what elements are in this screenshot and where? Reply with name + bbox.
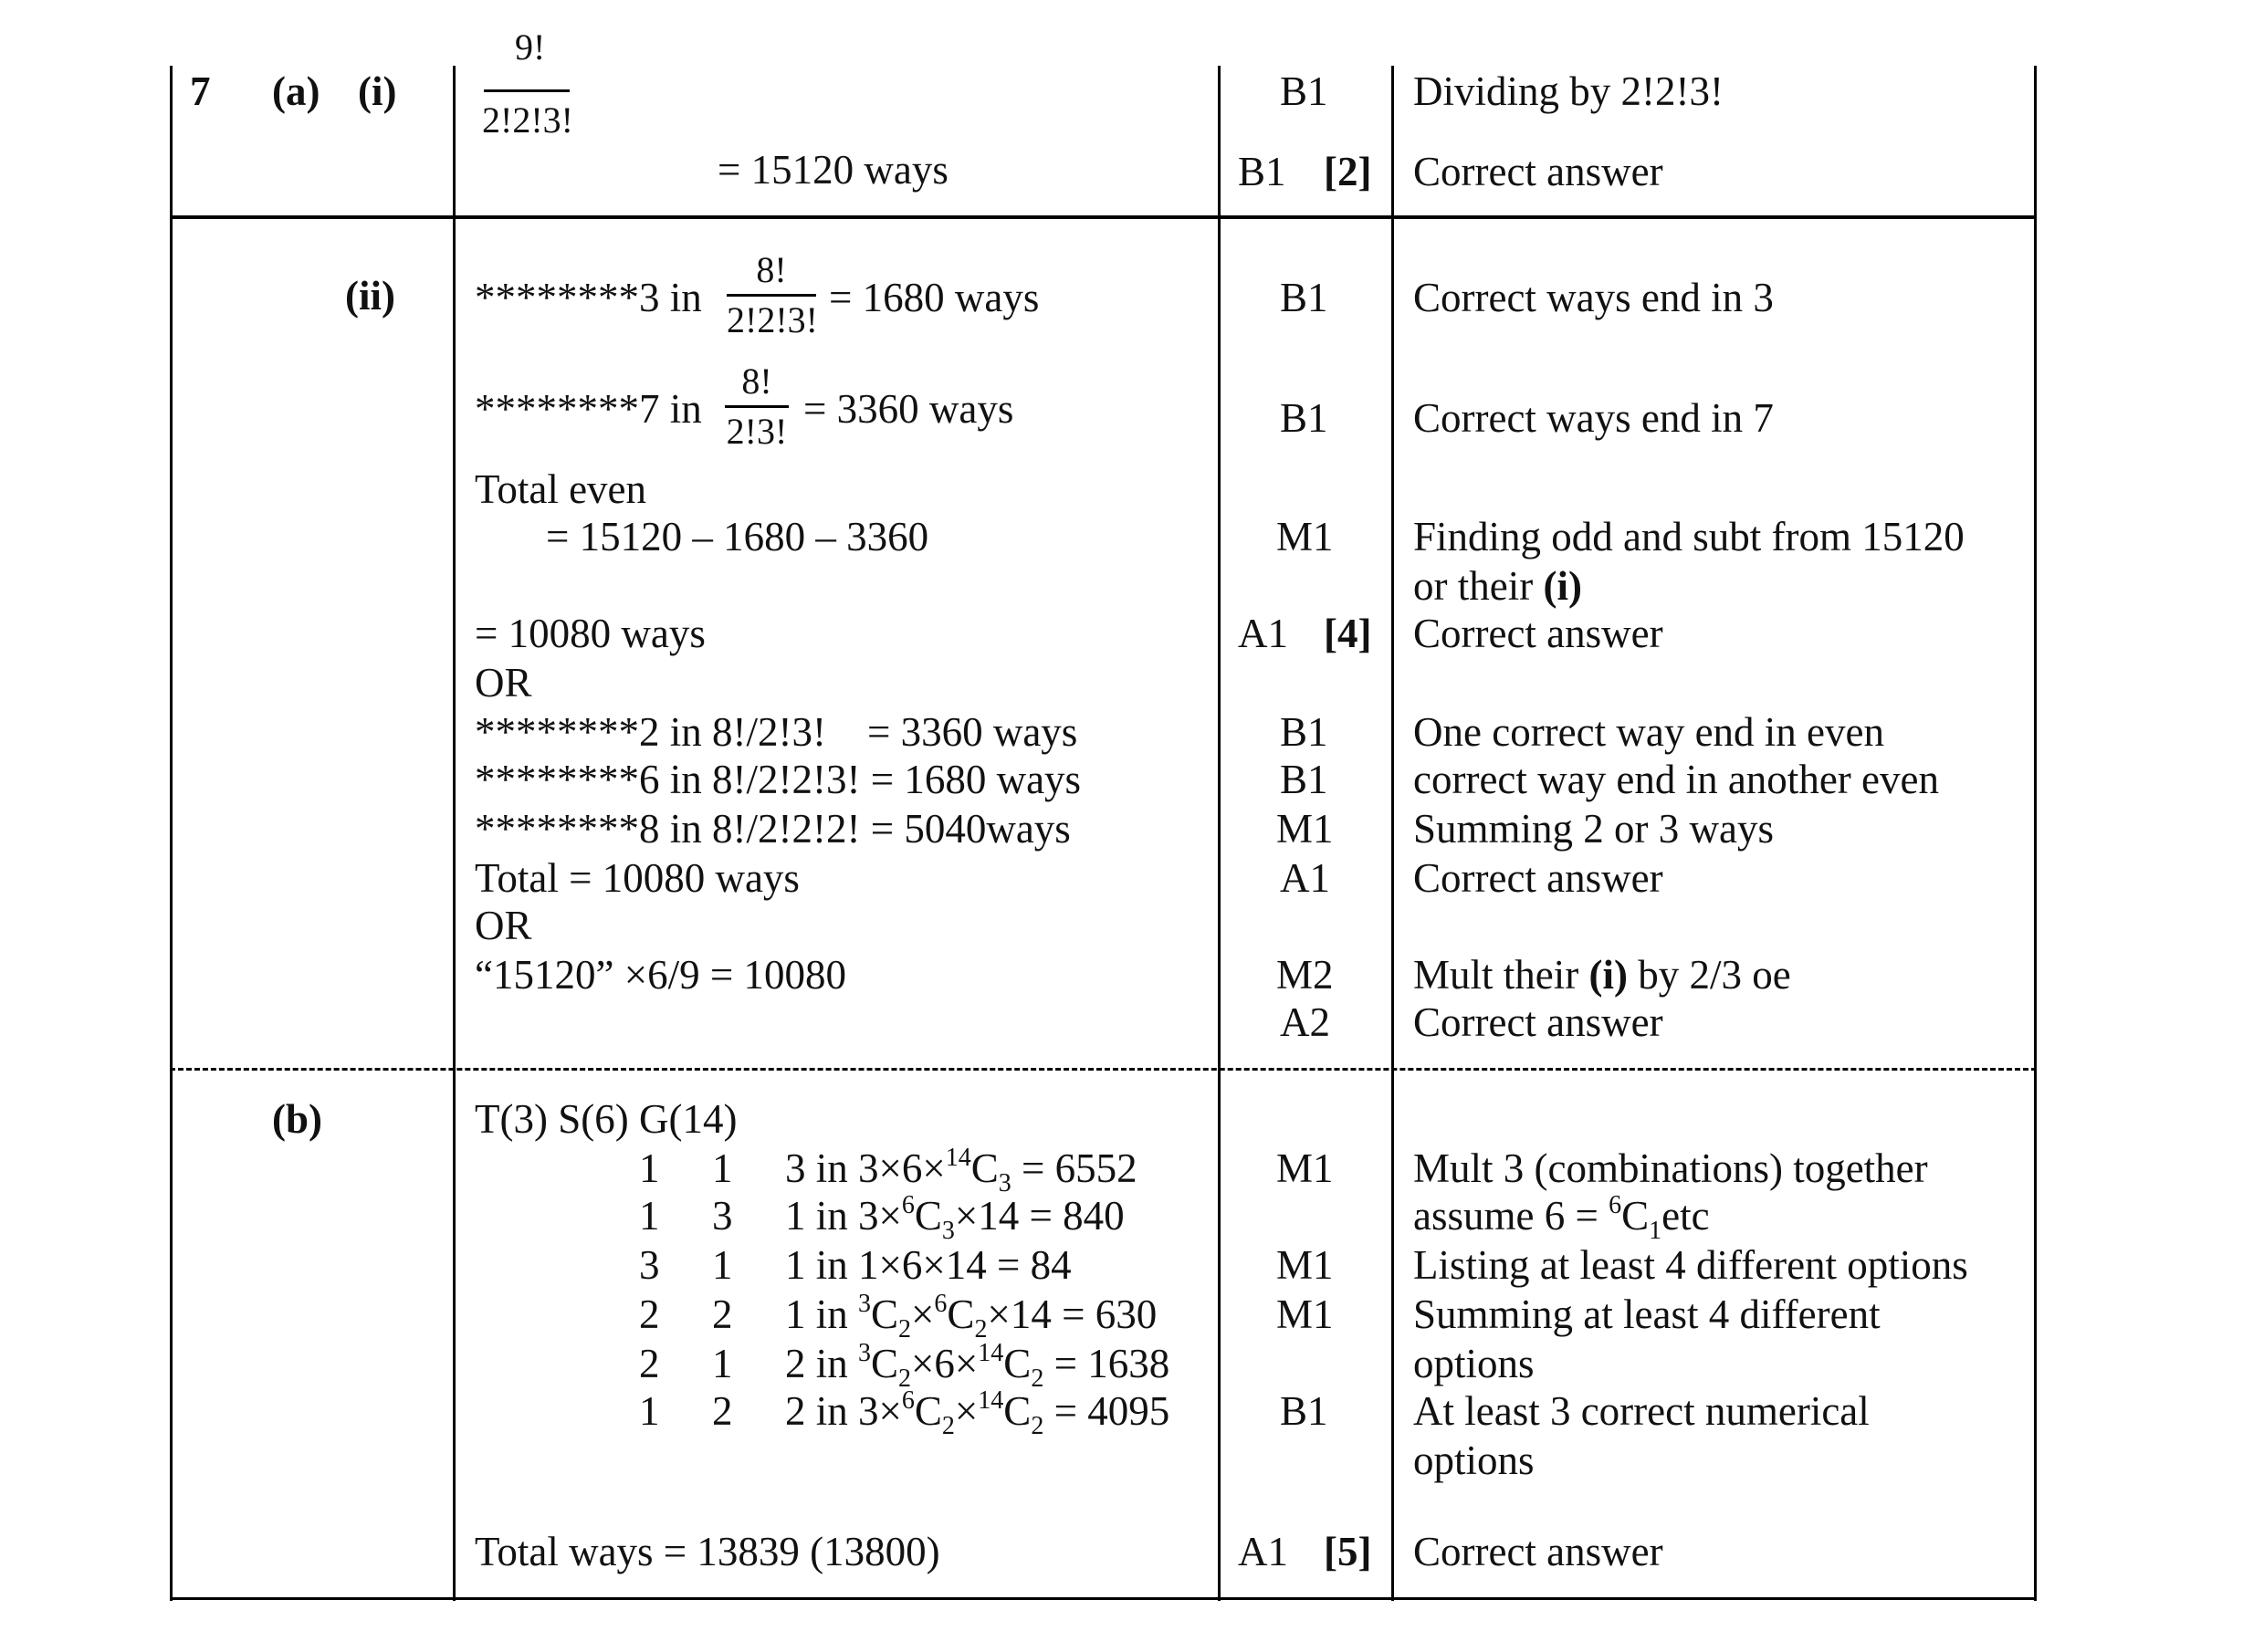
b-mark-5: A1 (1238, 1529, 1288, 1574)
a-ii-total-even: Total even (475, 466, 647, 512)
a-ii-mark-10: A2 (1280, 999, 1330, 1045)
a-ii-comment-9-post: by 2/3 oe (1627, 952, 1791, 998)
a-ii-mark-9: M2 (1276, 952, 1334, 998)
a-i-denominator: 2!2!3! (482, 99, 573, 141)
b-option-s-count: 1 (712, 1242, 733, 1288)
b-option-s-count: 2 (712, 1388, 733, 1434)
b-comment-1b-sub: 1 (1649, 1217, 1662, 1245)
b-comment-4a: At least 3 correct numerical (1413, 1388, 1870, 1434)
sub-i-label: (i) (358, 68, 397, 114)
a-ii-comment-10: Correct answer (1413, 999, 1663, 1045)
a-ii-mark-7: M1 (1276, 806, 1334, 852)
b-calc-combination: C (914, 1388, 942, 1434)
a-ii-mark-8: A1 (1280, 855, 1330, 901)
b-option-t-count: 1 (639, 1145, 660, 1191)
b-calc-superscript: 6 (901, 1386, 915, 1415)
b-calc-subscript: 3 (941, 1217, 955, 1245)
b-option-t-count: 3 (639, 1242, 660, 1288)
a-ii-comment-7: Summing 2 or 3 ways (1413, 806, 1775, 852)
a-ii-comment-2: Correct ways end in 7 (1413, 395, 1774, 441)
a-i-comment-1: Dividing by 2!2!3! (1413, 68, 1724, 114)
b-option-s-count: 1 (712, 1341, 733, 1386)
a-ii-comment-3b (1413, 563, 1582, 609)
b-calc-combination: C (871, 1341, 899, 1386)
a-ii-mark-2: B1 (1280, 395, 1328, 441)
b-comment-5: Correct answer (1413, 1529, 1663, 1574)
b-calc-text: × (911, 1291, 935, 1337)
b-option-calculation (785, 1191, 1125, 1245)
b-calc-combination: C (914, 1193, 942, 1239)
b-calc-superscript: 14 (945, 1144, 971, 1172)
table-left-border (170, 66, 173, 1601)
question-number: 7 (190, 68, 211, 114)
b-option-s-count: 3 (712, 1193, 733, 1239)
b-calc-superscript: 3 (858, 1339, 872, 1367)
a-ii-alt-total: Total = 10080 ways (475, 855, 800, 901)
a-ii-mark-1: B1 (1280, 275, 1328, 320)
a-ii-alt-mult: “15120” ×6/9 = 10080 (475, 952, 846, 998)
b-calc-superscript: 6 (901, 1191, 915, 1219)
a-i-mark-2: B1 (1238, 149, 1286, 194)
b-calc-text: 1 in (785, 1291, 859, 1337)
b-mark-3: M1 (1276, 1291, 1334, 1337)
b-calc-subscript: 2 (941, 1412, 955, 1440)
b-calc-text: 1 in 3× (785, 1193, 902, 1239)
b-calc-superscript: 14 (978, 1386, 1004, 1415)
b-comment-1b (1413, 1191, 1710, 1245)
b-calc-combination: C (1003, 1388, 1032, 1434)
b-calc-subscript: 2 (898, 1364, 912, 1393)
a-ii-mark-6: B1 (1280, 757, 1328, 802)
column-divider-comments (1391, 66, 1394, 1601)
a-i-comment-2: Correct answer (1413, 149, 1663, 194)
a-ii-fraction-1-num: 8! (756, 249, 787, 290)
b-calc-superscript: 14 (978, 1339, 1004, 1367)
a-ii-comment-9 (1413, 952, 1791, 998)
a-ii-comment-1: Correct ways end in 3 (1413, 275, 1774, 320)
row-divider-solid (170, 215, 2037, 219)
b-mark-1: M1 (1276, 1145, 1334, 1191)
a-ii-line1-prefix: ********3 in (475, 275, 702, 320)
a-ii-comment-3a: Finding odd and subt from 15120 (1413, 514, 1965, 559)
b-calc-text: = 4095 (1043, 1388, 1170, 1434)
b-calc-combination: C (970, 1145, 999, 1191)
a-ii-alt-1: ********2 in 8!/2!3! = 3360 ways (475, 709, 1078, 755)
b-comment-3b: options (1413, 1341, 1535, 1386)
a-i-fraction-bar (484, 89, 570, 92)
sub-ii-label: (ii) (345, 273, 395, 319)
b-calc-text: 2 in (785, 1341, 859, 1386)
a-ii-comment-9-pre: Mult their (1413, 952, 1589, 998)
b-mark-4: B1 (1280, 1388, 1328, 1434)
a-ii-comment-5: One correct way end in even (1413, 709, 1885, 755)
a-i-mark-1: B1 (1280, 68, 1328, 114)
a-ii-mark-4: A1 (1238, 611, 1288, 656)
b-calc-combination: C (1003, 1341, 1032, 1386)
a-ii-fraction-2 (725, 363, 789, 450)
b-calc-superscript: 6 (934, 1290, 948, 1318)
row-divider-dashed (170, 1068, 2037, 1071)
b-calc-combination: C (871, 1291, 899, 1337)
b-comment-1b-sup: 6 (1609, 1191, 1622, 1219)
table-bottom-border (170, 1597, 2037, 1600)
b-option-calculation (785, 1386, 1170, 1440)
column-divider-marks (1218, 66, 1221, 1601)
b-calc-text: = 6552 (1011, 1145, 1137, 1191)
b-calc-subscript: 2 (974, 1315, 988, 1344)
a-ii-result: = 10080 ways (475, 611, 706, 656)
a-ii-comment-4: Correct answer (1413, 611, 1663, 656)
b-calc-subscript: 2 (898, 1315, 912, 1344)
b-option-t-count: 1 (639, 1193, 660, 1239)
b-total: Total ways = 13839 (13800) (475, 1529, 940, 1574)
b-calc-text: ×14 = 840 (954, 1193, 1125, 1239)
a-ii-fraction-2-num: 8! (741, 361, 772, 402)
b-calc-subscript: 2 (1031, 1364, 1044, 1393)
column-divider-working (453, 66, 456, 1601)
b-header: T(3) S(6) G(14) (475, 1096, 738, 1142)
b-calc-subscript: 3 (998, 1169, 1011, 1197)
part-b-label: (b) (272, 1096, 322, 1142)
a-ii-comment-8: Correct answer (1413, 855, 1663, 901)
b-option-s-count: 1 (712, 1145, 733, 1191)
b-option-t-count: 2 (639, 1291, 660, 1337)
a-ii-subtraction: = 15120 – 1680 – 3360 (546, 514, 929, 559)
b-total-marks: [5] (1324, 1529, 1372, 1574)
a-ii-line2-prefix: ********7 in (475, 386, 702, 432)
a-ii-line1-suffix: = 1680 ways (829, 275, 1040, 320)
a-i-total-marks: [2] (1324, 149, 1372, 194)
b-option-calculation (785, 1339, 1170, 1393)
b-comment-1b-post: etc (1661, 1193, 1710, 1239)
b-comment-3a: Summing at least 4 different (1413, 1291, 1881, 1337)
a-ii-line2-suffix: = 3360 ways (803, 386, 1014, 432)
b-option-calculation (785, 1144, 1137, 1197)
b-comment-1b-mid: C (1621, 1193, 1650, 1239)
a-ii-fraction-1-den: 2!2!3! (727, 299, 818, 340)
a-ii-mark-3: M1 (1276, 514, 1334, 559)
b-mark-2: M1 (1276, 1242, 1334, 1288)
a-ii-comment-3b-text: or their (1413, 563, 1544, 609)
b-option-s-count: 2 (712, 1291, 733, 1337)
b-option-t-count: 2 (639, 1341, 660, 1386)
a-ii-total-marks: [4] (1324, 611, 1372, 656)
a-ii-fraction-1-bar (727, 294, 816, 297)
b-option-calculation (785, 1242, 1072, 1288)
b-option-calculation (785, 1290, 1158, 1344)
a-ii-fraction-2-bar (725, 405, 789, 408)
a-ii-comment-3b-ref: (i) (1543, 563, 1582, 609)
b-calc-text: ×14 = 630 (987, 1291, 1158, 1337)
b-calc-text: = 1638 (1043, 1341, 1170, 1386)
a-ii-alt-2: ********6 in 8!/2!2!3! = 1680 ways (475, 757, 1082, 802)
table-right-border (2034, 66, 2037, 1601)
a-i-numerator: 9! (515, 26, 546, 68)
a-ii-fraction-1 (727, 249, 818, 340)
b-option-t-count: 1 (639, 1388, 660, 1434)
b-comment-1a: Mult 3 (combinations) together (1413, 1145, 1928, 1191)
a-ii-alt-3: ********8 in 8!/2!2!2! = 5040ways (475, 806, 1071, 852)
b-calc-subscript: 2 (1031, 1412, 1044, 1440)
b-comment-4b: options (1413, 1438, 1535, 1483)
a-ii-comment-6: correct way end in another even (1413, 757, 1939, 802)
b-comment-1b-pre: assume 6 = (1413, 1193, 1609, 1239)
b-calc-text: × (954, 1388, 979, 1434)
b-calc-text: 3 in 3×6× (785, 1145, 946, 1191)
b-calc-text: 2 in 3× (785, 1388, 902, 1434)
a-ii-comment-9-ref: (i) (1588, 952, 1628, 998)
a-i-result: = 15120 ways (718, 147, 949, 193)
b-calc-text: ×6× (911, 1341, 979, 1386)
b-calc-combination: C (947, 1291, 975, 1337)
a-ii-or-1: OR (475, 660, 532, 706)
b-comment-2: Listing at least 4 different options (1413, 1242, 1968, 1288)
b-calc-superscript: 3 (858, 1290, 872, 1318)
a-ii-fraction-2-den: 2!3! (726, 411, 788, 452)
part-a-label: (a) (272, 68, 320, 114)
a-ii-or-2: OR (475, 903, 532, 948)
b-calc-text: 1 in 1×6×14 = 84 (785, 1242, 1072, 1288)
a-ii-mark-5: B1 (1280, 709, 1328, 755)
